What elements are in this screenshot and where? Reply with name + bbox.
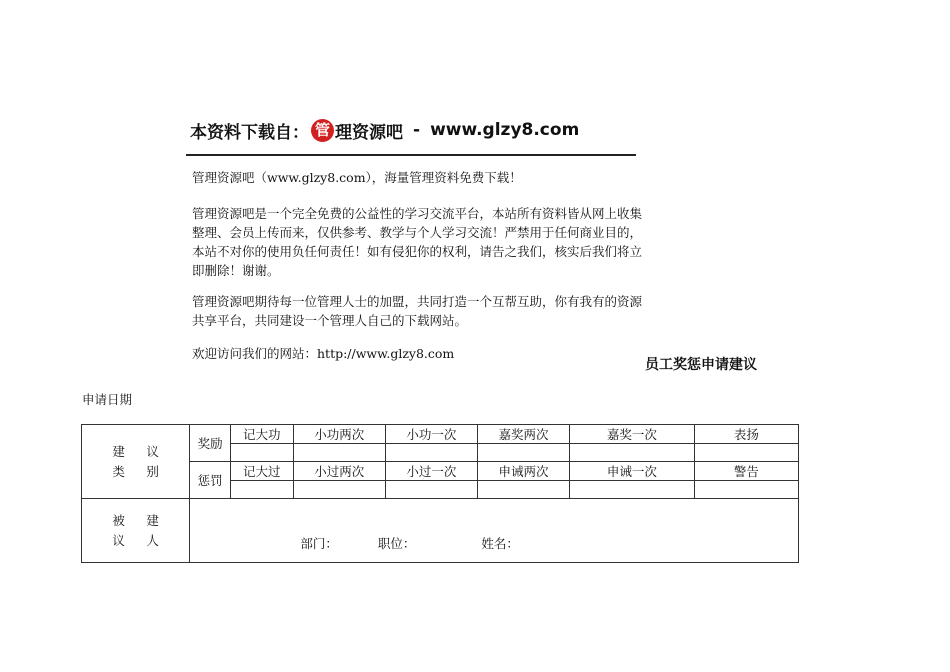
name-label: 姓名：	[481, 536, 519, 551]
penalty-check-cell[interactable]	[230, 481, 293, 499]
penalty-option: 小过一次	[385, 462, 477, 481]
reward-check-cell[interactable]	[570, 444, 695, 462]
intro-visit: 欢迎访问我们的网站：http://www.glzy8.com	[192, 346, 455, 361]
intro-invitation: 管理资源吧期待每一位管理人士的加盟，共同打造一个互帮互助，你有我有的资源共享平台，共同建设一个管理人自己的下载网站。	[192, 294, 643, 328]
intro-disclaimer: 管理资源吧是一个完全免费的公益性的学习交流平台，本站所有资料皆从网上收集整理、会员上传而来，仅供参考、教学与个人学习交流！严禁用于任何商业目的，本站不对你的使用负任何责任！如有侵犯你的权利，请告之我们，核实后我们将立即删除！谢谢。	[192, 206, 643, 278]
penalty-check-cell[interactable]	[385, 481, 477, 499]
reward-check-cell[interactable]	[230, 444, 293, 462]
suggestion-type-cell	[82, 425, 190, 499]
penalty-check-cell[interactable]	[570, 481, 695, 499]
banner-url[interactable]: www.glzy8.com	[430, 120, 580, 140]
nominee-char: 建	[146, 512, 159, 528]
reward-check-cell[interactable]	[385, 444, 477, 462]
banner-dash: -	[413, 120, 421, 140]
nominee-char: 人	[146, 532, 159, 548]
penalty-label: 惩罚	[190, 462, 231, 499]
penalty-option: 小过两次	[293, 462, 385, 481]
penalty-option: 警告	[694, 462, 798, 481]
penalty-check-cell[interactable]	[293, 481, 385, 499]
site-logo-icon: 管	[311, 119, 334, 142]
header-divider	[186, 154, 636, 156]
suggestion-type-char: 议	[146, 443, 159, 459]
reward-option: 小功两次	[293, 425, 385, 444]
department-label: 部门：	[300, 536, 338, 551]
nominee-info-cell[interactable]	[190, 499, 799, 563]
reward-check-cell[interactable]	[293, 444, 385, 462]
reward-option: 表扬	[694, 425, 798, 444]
download-source-banner	[190, 112, 640, 148]
penalty-check-cell[interactable]	[477, 481, 569, 499]
reward-check-cell[interactable]	[477, 444, 569, 462]
penalty-option: 记大过	[230, 462, 293, 481]
position-label: 职位：	[377, 536, 416, 551]
reward-label: 奖励	[190, 425, 231, 462]
reward-penalty-table	[81, 424, 799, 563]
suggestion-type-char: 类	[112, 463, 125, 479]
reward-option: 小功一次	[385, 425, 477, 444]
reward-check-cell[interactable]	[694, 444, 798, 462]
suggestion-type-char: 别	[146, 463, 159, 479]
reward-option: 嘉奖两次	[477, 425, 569, 444]
penalty-option: 申诫一次	[570, 462, 695, 481]
suggestion-type-char: 建	[112, 443, 125, 459]
banner-brand: 理资源吧	[335, 122, 403, 143]
nominee-char: 议	[112, 532, 125, 548]
reward-option: 嘉奖一次	[570, 425, 695, 444]
nominee-cell	[82, 499, 190, 563]
apply-date-label: 申请日期	[82, 392, 133, 407]
penalty-option: 申诫两次	[477, 462, 569, 481]
reward-option: 记大功	[230, 425, 293, 444]
nominee-char: 被	[112, 512, 125, 528]
form-title: 员工奖惩申请建议	[645, 357, 757, 373]
intro-line: 管理资源吧（www.glzy8.com），海量管理资料免费下载！	[192, 170, 522, 185]
banner-prefix: 本资料下载自：	[190, 122, 309, 143]
penalty-check-cell[interactable]	[694, 481, 798, 499]
